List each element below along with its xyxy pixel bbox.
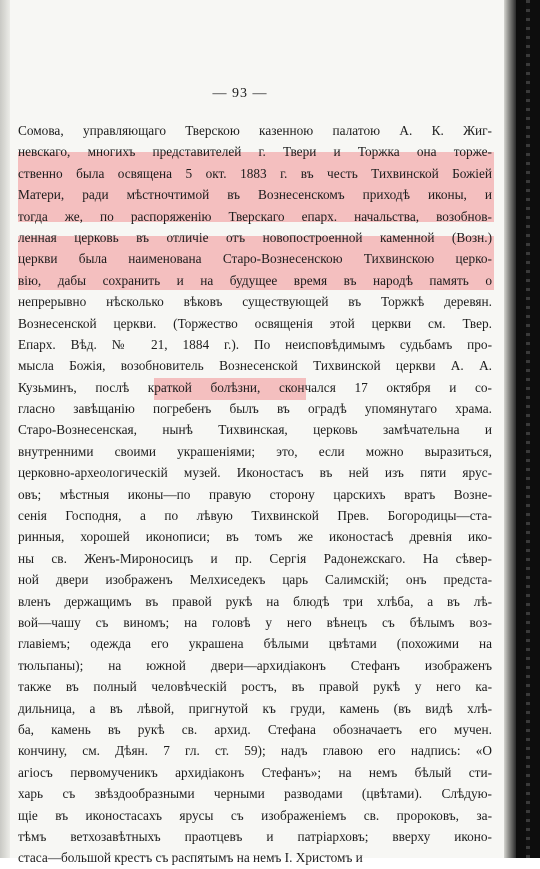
text-line: невскаго, многихъ представителей г. Твери и Торжка она торже- — [18, 144, 492, 160]
text-line: ленная церковь въ отличіе отъ новопостроенной каменной (Возн.) — [18, 229, 492, 245]
text-line: Вознесенской церкви. (Торжество освященія этой церкви см. Твер. — [18, 315, 492, 331]
scan-dark-edge — [516, 0, 540, 858]
text-line: гласно завѣщанію погребенъ былъ въ оградѣ упомянутаго храма. — [18, 401, 492, 417]
text-line: церкви была наименована Старо-Вознесенскою Тихвинскою церко- — [18, 251, 492, 267]
body-text — [18, 120, 492, 869]
text-line: ной двери изображенъ Мелхиседекъ царь Салимскій; онъ предста- — [18, 572, 492, 588]
text-line: Епарх. Вѣд. № 21, 1884 г.). По неисповѣдимымъ судьбамъ про- — [18, 336, 492, 352]
text-line: ба, камень въ рукѣ св. архид. Стефана обозначаетъ его мучен. — [18, 721, 492, 737]
text-line: также въ полный человѣческій ростъ, въ правой рукѣ у него ка- — [18, 679, 492, 695]
text-line: вію, дабы сохранить и на будущее время въ народѣ память о — [18, 272, 492, 288]
text-line: Матери, ради мѣстночтимой въ Вознесенскомъ приходѣ иконы, и — [18, 187, 492, 203]
text-line: ринныя, хорошей иконописи; въ томъ же иконостасѣ древнія ико- — [18, 529, 492, 545]
text-line: Старо-Вознесенская, нынѣ Тихвинская, церковь замѣчательна и — [18, 422, 492, 438]
text-line: щіе въ иконостасахъ ярусы съ изображеніемъ св. пророковъ, за- — [18, 807, 492, 823]
text-line: стаса—большой крестъ съ распятымъ на немъ І. Христомъ и — [18, 850, 363, 866]
page-edge-shadow — [504, 0, 516, 858]
page-number: — 93 — — [212, 86, 268, 101]
text-line: овъ; мѣстныя иконы—по правую сторону царскихъ вратъ Возне- — [18, 486, 492, 502]
text-line: дильница, а въ лѣвой, пригнутой къ груди, камень (въ видѣ хлѣ- — [18, 700, 492, 716]
text-line: ственно была освящена 5 окт. 1883 г. въ честь Тихвинской Божіей — [18, 165, 492, 181]
text-line: главіемъ; одежда его украшена бѣлыми цвѣтами (похожими на — [18, 636, 492, 652]
text-line: тюльпаны); на южной двери—архидіаконъ Стефанъ изображенъ — [18, 657, 492, 673]
text-line: сенія Господня, а по лѣвую Тихвинской Прев. Богородицы—ста- — [18, 508, 492, 524]
text-line: вой—чашу съ виномъ; на головѣ у него вѣнецъ съ бѣлымъ воз- — [18, 614, 492, 630]
text-line: кончину, см. Дѣян. 7 гл. ст. 59); надъ главою его надпись: «О — [18, 743, 492, 759]
text-line: тѣмъ ветхозавѣтныхъ праотцевъ и патріарховъ; вверху иконо- — [18, 828, 492, 844]
text-line: Кузьминъ, послѣ краткой болѣзни, скончался 17 октября и со- — [18, 379, 492, 395]
page-binding-shadow — [0, 0, 10, 858]
text-line: ны св. Женъ-Мироносицъ и пр. Сергія Радонежскаго. На сѣвер- — [18, 550, 492, 566]
text-line: харь съ звѣздообразными черными разводами (цвѣтами). Слѣдую- — [18, 786, 492, 802]
text-line: внутренними своими украшеніями; это, если можно выразиться, — [18, 443, 492, 459]
text-line: Сомова, управляющаго Тверскою казенною палатою А. К. Жиг- — [18, 123, 492, 138]
text-line: вленъ держащимъ въ правой рукѣ на блюдѣ три хлѣба, а въ лѣ- — [18, 593, 492, 609]
text-line: агіосъ первомученикъ архидіаконъ Стефанъ»; на немъ бѣлый сти- — [18, 764, 492, 780]
text-line: непрерывно нѣсколько вѣковъ существующей въ Торжкѣ деревян. — [18, 294, 492, 310]
text-line: тогда же, по распоряженію Тверскаго епарх. начальства, возобнов- — [18, 208, 492, 224]
text-line: церковно-археологическій музей. Иконостасъ въ ней изъ пяти ярус- — [18, 465, 492, 481]
text-line: мысла Божія, возобновитель Вознесенской Тихвинской церкви А. А. — [18, 358, 492, 374]
